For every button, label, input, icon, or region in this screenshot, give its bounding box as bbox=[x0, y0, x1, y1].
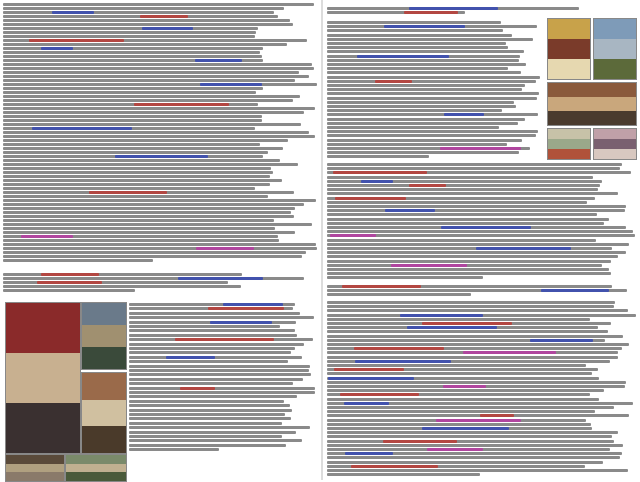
text-line bbox=[327, 318, 590, 321]
people-photo-image bbox=[547, 82, 637, 126]
image-color-band bbox=[548, 19, 590, 40]
text-line bbox=[3, 7, 284, 10]
text-line bbox=[327, 109, 502, 112]
text-line bbox=[3, 289, 135, 292]
left-intro-text bbox=[3, 2, 317, 264]
link-text-line[interactable] bbox=[115, 155, 208, 158]
link-text-line[interactable] bbox=[409, 184, 446, 187]
text-line bbox=[327, 92, 539, 95]
text-line bbox=[327, 260, 611, 263]
text-line bbox=[3, 203, 304, 206]
link-text-line[interactable] bbox=[196, 247, 254, 250]
gallery-text bbox=[129, 302, 317, 462]
text-line bbox=[327, 38, 533, 41]
text-line bbox=[327, 21, 501, 24]
text-line bbox=[3, 273, 242, 276]
section-subheading-line bbox=[327, 284, 637, 296]
text-line bbox=[129, 334, 297, 337]
text-line bbox=[3, 75, 309, 78]
text-line bbox=[129, 373, 311, 376]
text-line bbox=[3, 199, 316, 202]
text-line bbox=[327, 469, 628, 472]
text-line bbox=[3, 107, 315, 110]
gallery-photo-4-image bbox=[5, 454, 65, 482]
text-line bbox=[129, 369, 309, 372]
link-text-line[interactable] bbox=[334, 368, 403, 371]
link-text-line[interactable] bbox=[357, 55, 449, 58]
text-line bbox=[327, 34, 512, 37]
link-text-line[interactable] bbox=[361, 180, 393, 183]
image-color-band bbox=[594, 39, 636, 60]
text-line bbox=[327, 309, 628, 312]
text-line bbox=[129, 312, 300, 315]
text-line bbox=[327, 440, 614, 443]
text-line bbox=[327, 209, 625, 212]
text-line bbox=[3, 179, 282, 182]
image-color-band bbox=[594, 19, 636, 40]
text-line bbox=[3, 211, 291, 214]
text-line bbox=[327, 29, 503, 32]
text-line bbox=[327, 188, 598, 191]
text-line bbox=[327, 118, 525, 121]
text-line bbox=[327, 293, 471, 296]
text-line bbox=[327, 389, 604, 392]
link-text-line[interactable] bbox=[195, 59, 242, 62]
text-line bbox=[129, 444, 286, 447]
text-line bbox=[327, 46, 508, 49]
link-text-line[interactable] bbox=[476, 247, 571, 250]
image-color-band bbox=[82, 303, 126, 326]
text-line bbox=[3, 83, 317, 86]
image-color-band bbox=[6, 403, 80, 454]
link-text-line[interactable] bbox=[345, 452, 393, 455]
link-text-line[interactable] bbox=[436, 419, 521, 422]
image-color-band bbox=[548, 111, 636, 126]
text-line bbox=[327, 80, 536, 83]
text-line bbox=[3, 51, 260, 54]
link-text-line[interactable] bbox=[422, 427, 509, 430]
text-line bbox=[327, 423, 591, 426]
text-line bbox=[129, 431, 296, 434]
image-color-band bbox=[6, 472, 64, 482]
image-color-band bbox=[82, 347, 126, 370]
text-line bbox=[327, 218, 609, 221]
text-line bbox=[129, 435, 282, 438]
text-line bbox=[3, 71, 299, 74]
text-line bbox=[3, 219, 274, 222]
link-text-line[interactable] bbox=[375, 80, 413, 83]
article-heading-line bbox=[327, 6, 637, 16]
image-color-band bbox=[548, 83, 636, 98]
text-line bbox=[3, 135, 315, 138]
text-line bbox=[327, 192, 618, 195]
text-line bbox=[327, 42, 506, 45]
text-line bbox=[3, 239, 279, 242]
link-text-line[interactable] bbox=[541, 289, 609, 292]
text-line bbox=[327, 84, 525, 87]
text-line bbox=[3, 35, 255, 38]
link-text-line[interactable] bbox=[383, 440, 457, 443]
image-color-band bbox=[548, 97, 636, 112]
image-color-band bbox=[594, 59, 636, 80]
text-line bbox=[327, 305, 614, 308]
image-color-band bbox=[66, 472, 126, 482]
link-text-line[interactable] bbox=[335, 197, 406, 200]
right-column bbox=[327, 2, 637, 480]
text-line bbox=[3, 259, 153, 262]
text-line bbox=[3, 247, 317, 250]
text-line bbox=[129, 356, 302, 359]
link-text-line[interactable] bbox=[208, 307, 284, 310]
image-color-band bbox=[82, 325, 126, 348]
text-line bbox=[129, 365, 310, 368]
text-line bbox=[327, 201, 587, 204]
text-line bbox=[327, 230, 633, 233]
text-line bbox=[327, 88, 522, 91]
text-line bbox=[3, 215, 294, 218]
link-text-line[interactable] bbox=[134, 103, 230, 106]
text-line bbox=[327, 255, 618, 258]
text-line bbox=[327, 251, 626, 254]
text-line bbox=[3, 285, 241, 288]
text-line bbox=[129, 325, 280, 328]
text-line bbox=[129, 404, 290, 407]
text-line bbox=[3, 143, 260, 146]
text-line bbox=[3, 123, 301, 126]
text-line bbox=[3, 255, 302, 258]
text-line bbox=[3, 163, 298, 166]
text-line bbox=[327, 184, 600, 187]
link-text-line[interactable] bbox=[32, 127, 132, 130]
link-text-line[interactable] bbox=[166, 356, 215, 359]
text-line bbox=[129, 448, 219, 451]
gallery-photo-2-image bbox=[81, 302, 127, 370]
text-line bbox=[3, 159, 280, 162]
text-line bbox=[3, 139, 288, 142]
image-color-band bbox=[82, 400, 126, 428]
image-color-band bbox=[594, 149, 636, 160]
text-line bbox=[327, 151, 519, 154]
text-line bbox=[327, 163, 622, 166]
text-line bbox=[3, 227, 275, 230]
text-line bbox=[3, 55, 262, 58]
link-text-line[interactable] bbox=[178, 277, 263, 280]
link-text-line[interactable] bbox=[354, 347, 444, 350]
link-text-line[interactable] bbox=[440, 147, 521, 150]
text-line bbox=[327, 76, 540, 79]
text-line bbox=[327, 97, 537, 100]
text-line bbox=[327, 410, 595, 413]
link-text-line[interactable] bbox=[351, 465, 438, 468]
image-color-band bbox=[6, 303, 80, 354]
book-cover-image bbox=[547, 18, 591, 80]
link-text-line[interactable] bbox=[41, 273, 99, 276]
link-text-line[interactable] bbox=[200, 83, 261, 86]
link-text-line[interactable] bbox=[330, 234, 377, 237]
text-line bbox=[327, 381, 626, 384]
text-line bbox=[327, 406, 614, 409]
link-text-line[interactable] bbox=[41, 47, 73, 50]
column-divider bbox=[321, 0, 323, 480]
text-line bbox=[129, 395, 297, 398]
link-text-line[interactable] bbox=[441, 226, 531, 229]
text-line bbox=[3, 195, 268, 198]
text-line bbox=[3, 67, 314, 70]
text-line bbox=[3, 119, 262, 122]
text-line bbox=[3, 43, 287, 46]
link-text-line[interactable] bbox=[422, 322, 512, 325]
right-intro-text bbox=[327, 20, 541, 160]
link-text-line[interactable] bbox=[37, 281, 102, 284]
text-line bbox=[327, 435, 612, 438]
image-color-band bbox=[548, 149, 590, 160]
text-line bbox=[3, 223, 312, 226]
text-line bbox=[3, 19, 290, 22]
text-line bbox=[327, 130, 538, 133]
text-line bbox=[129, 400, 284, 403]
text-line bbox=[327, 414, 629, 417]
text-line bbox=[3, 115, 262, 118]
link-text-line[interactable] bbox=[21, 235, 73, 238]
link-text-line[interactable] bbox=[355, 360, 451, 363]
text-line bbox=[3, 3, 314, 6]
link-text-line[interactable] bbox=[427, 448, 482, 451]
text-line bbox=[129, 360, 288, 363]
text-line bbox=[129, 391, 315, 394]
text-line bbox=[129, 382, 293, 385]
text-line bbox=[327, 461, 603, 464]
text-line bbox=[3, 111, 304, 114]
text-line bbox=[327, 456, 620, 459]
link-text-line[interactable] bbox=[391, 264, 467, 267]
text-line bbox=[327, 67, 508, 70]
text-line bbox=[3, 91, 256, 94]
image-color-band bbox=[548, 59, 590, 80]
text-line bbox=[3, 167, 271, 170]
text-line bbox=[3, 11, 274, 14]
right-closing-text bbox=[327, 300, 637, 480]
link-text-line[interactable] bbox=[340, 393, 418, 396]
link-text-line[interactable] bbox=[409, 7, 498, 10]
image-color-band bbox=[548, 39, 590, 60]
text-line bbox=[327, 364, 586, 367]
text-line bbox=[129, 426, 310, 429]
link-text-line[interactable] bbox=[463, 351, 556, 354]
image-color-band bbox=[82, 426, 126, 454]
text-line bbox=[327, 71, 521, 74]
link-text-line[interactable] bbox=[52, 11, 94, 14]
link-text-line[interactable] bbox=[344, 402, 389, 405]
church-photo-image bbox=[593, 18, 637, 80]
text-line bbox=[327, 139, 522, 142]
text-line bbox=[327, 155, 429, 158]
portrait-painting-image bbox=[593, 128, 637, 160]
link-text-line[interactable] bbox=[328, 377, 414, 380]
text-line bbox=[129, 413, 285, 416]
link-text-line[interactable] bbox=[142, 27, 194, 30]
link-text-line[interactable] bbox=[384, 25, 465, 28]
text-line bbox=[3, 187, 255, 190]
link-text-line[interactable] bbox=[210, 321, 272, 324]
gallery-photo-1-image bbox=[5, 302, 81, 454]
link-text-line[interactable] bbox=[29, 39, 124, 42]
link-text-line[interactable] bbox=[407, 326, 497, 329]
gallery-caption-lines bbox=[3, 272, 317, 294]
text-line bbox=[3, 131, 309, 134]
text-line bbox=[327, 59, 519, 62]
text-line bbox=[129, 439, 302, 442]
text-line bbox=[3, 95, 300, 98]
text-line bbox=[327, 330, 608, 333]
text-line bbox=[327, 176, 593, 179]
text-line bbox=[129, 343, 304, 346]
text-line bbox=[327, 167, 620, 170]
text-line bbox=[327, 372, 592, 375]
gallery-photo-3-image bbox=[81, 372, 127, 454]
text-line bbox=[327, 301, 615, 304]
link-text-line[interactable] bbox=[342, 285, 421, 288]
text-line bbox=[327, 398, 599, 401]
text-line bbox=[327, 122, 518, 125]
text-line bbox=[129, 387, 315, 390]
link-text-line[interactable] bbox=[443, 385, 486, 388]
text-line bbox=[3, 171, 273, 174]
text-line bbox=[327, 473, 480, 476]
text-line bbox=[327, 101, 514, 104]
text-line bbox=[327, 276, 483, 279]
left-column bbox=[3, 2, 317, 480]
gallery-photo-5-image bbox=[65, 454, 127, 482]
text-line bbox=[129, 316, 314, 319]
text-line bbox=[327, 213, 597, 216]
text-line bbox=[327, 356, 618, 359]
text-line bbox=[327, 205, 626, 208]
link-text-line[interactable] bbox=[140, 15, 188, 18]
text-line bbox=[3, 243, 316, 246]
text-line bbox=[327, 343, 629, 346]
text-line bbox=[3, 251, 306, 254]
text-line bbox=[327, 444, 623, 447]
text-line bbox=[129, 347, 295, 350]
text-line bbox=[327, 431, 618, 434]
map-illustration-image bbox=[547, 128, 591, 160]
text-line bbox=[3, 147, 283, 150]
link-text-line[interactable] bbox=[400, 314, 483, 317]
text-line bbox=[327, 126, 499, 129]
text-line bbox=[327, 239, 596, 242]
text-line bbox=[3, 183, 270, 186]
text-line bbox=[3, 27, 258, 30]
text-line bbox=[327, 335, 623, 338]
image-color-band bbox=[82, 373, 126, 401]
text-line bbox=[3, 23, 293, 26]
text-line bbox=[129, 378, 303, 381]
text-line bbox=[3, 63, 312, 66]
text-line bbox=[3, 231, 295, 234]
link-text-line[interactable] bbox=[444, 113, 484, 116]
link-text-line[interactable] bbox=[385, 209, 435, 212]
text-line bbox=[327, 243, 629, 246]
text-line bbox=[3, 31, 256, 34]
text-line bbox=[3, 79, 295, 82]
text-line bbox=[129, 422, 282, 425]
text-line bbox=[327, 113, 538, 116]
text-line bbox=[3, 99, 293, 102]
text-line bbox=[3, 207, 295, 210]
text-line bbox=[129, 409, 292, 412]
link-text-line[interactable] bbox=[223, 303, 284, 306]
text-line bbox=[327, 143, 507, 146]
text-line bbox=[327, 105, 516, 108]
text-line bbox=[327, 222, 604, 225]
image-color-band bbox=[6, 353, 80, 404]
link-text-line[interactable] bbox=[333, 171, 427, 174]
text-line bbox=[129, 329, 295, 332]
text-line bbox=[129, 417, 291, 420]
text-line bbox=[327, 134, 536, 137]
text-line bbox=[129, 351, 291, 354]
text-line bbox=[3, 151, 268, 154]
right-body-text bbox=[327, 162, 637, 282]
link-text-line[interactable] bbox=[530, 339, 593, 342]
link-text-line[interactable] bbox=[480, 414, 514, 417]
link-text-line[interactable] bbox=[89, 191, 167, 194]
link-text-line[interactable] bbox=[404, 11, 459, 14]
text-line bbox=[327, 268, 609, 271]
text-line bbox=[327, 63, 526, 66]
text-line bbox=[327, 50, 524, 53]
link-text-line[interactable] bbox=[175, 338, 274, 341]
link-text-line[interactable] bbox=[180, 387, 214, 390]
text-line bbox=[3, 175, 270, 178]
text-line bbox=[327, 272, 611, 275]
text-line bbox=[3, 87, 263, 90]
